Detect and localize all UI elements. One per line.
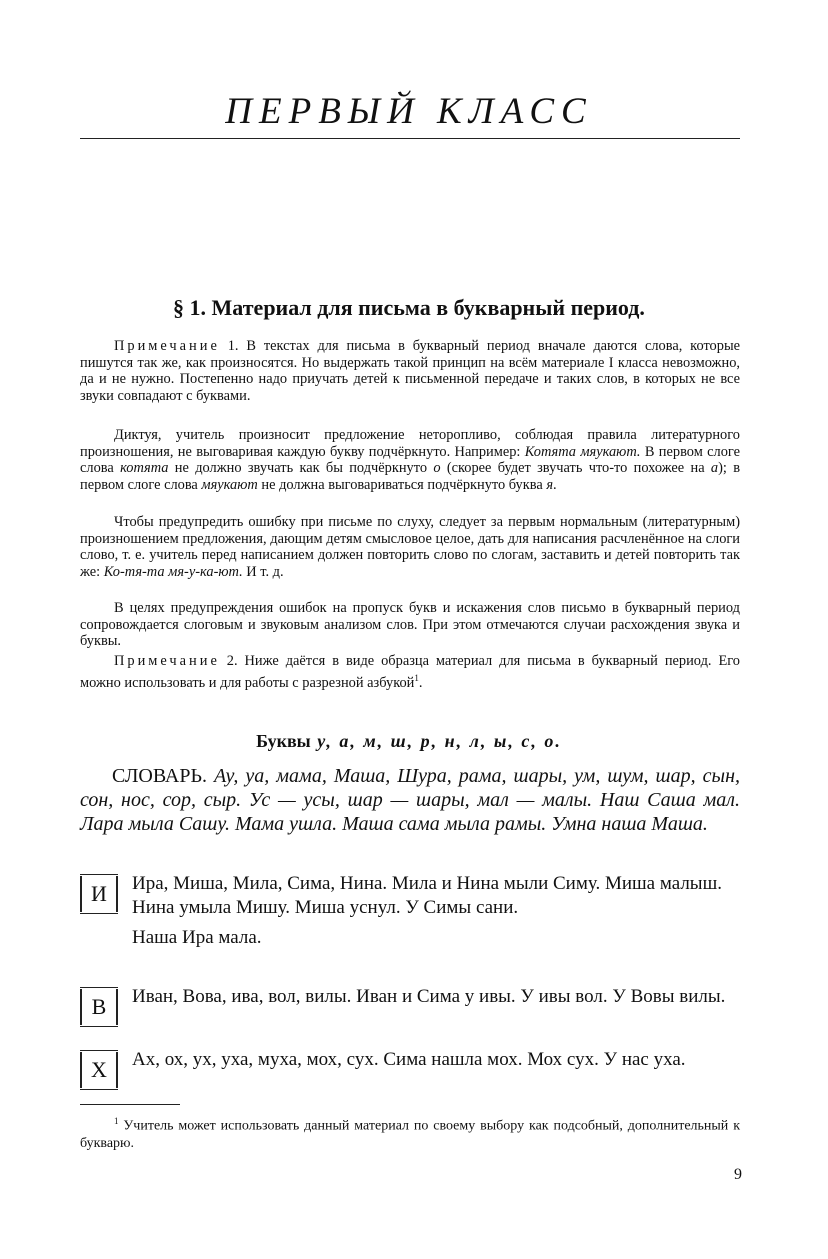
dictation-text: не должно звучать как бы подчёркнуто [168,460,434,477]
dictation-letter: а [710,460,719,477]
dictation-text: В первом слоге слова [80,443,741,477]
title-divider [80,138,740,139]
note-1-label: Примечание [114,338,220,354]
page-number: 9 [734,1166,742,1183]
dictation-text: . [553,476,557,493]
letter-block-sentences: Ира, Миша, Мила, Сима, Нина. Мила и Нина мыли Симу. Миша малыш. Нина умыла Мишу. Миша уснул. У Симы сани. [132,873,722,918]
letters-heading [80,731,738,752]
dictation-letter: о [433,460,441,477]
syllables-text: Чтобы предупредить ошибку при письме по слуху, следует за первым нормальным (литературным) произношением предложения, дающим детям смысловое целое, дать для написания расчленённое на слоги слово, т. е. учитель перед написанием должен повторить слово по слогам, заставить и детей повторить так же: [80,514,740,580]
footnote-text: Учитель может использовать данный материал по своему выбору как подсобный, дополнительный к букварю. [80,1118,740,1151]
note-2-text: 2. Ниже даётся в виде образца материал для письма в букварный период. Его можно использовать и для работы с разрезной азбукой [80,653,740,691]
note-2-paragraph [80,653,740,691]
dictation-word: мяукают [201,476,258,493]
letter-block-text [132,872,740,950]
dictation-letter: я [546,476,554,493]
syllables-paragraph [80,514,740,580]
letter-block-text: Иван, Вова, ива, вол, вилы. Иван и Сима у ивы. У ивы вол. У Вовы вилы. [132,986,726,1007]
dictation-word: котята [120,460,169,477]
note-2-label: Примечание [114,653,220,669]
dictation-text: (скорее будет звучать что-то похожее на [440,460,711,477]
note-1-paragraph [80,338,740,404]
dictation-text: ); в первом слоге слова [80,460,741,493]
dictionary-words: Ау, уа, мама, Маша, Шура, рама, шары, ум, шум, шар, сын, сон, нос, сор, сыр. Ус — усы, шар — шары, мал — малы. Наш Саша мал. Лара мыла Сашу. Мама ушла. Маша сама мыла рамы. Умна наша Маша. [80,765,740,835]
dictation-example: Котята мяукают. [524,443,641,460]
letters-heading-label: Буквы [256,731,311,751]
letter-block-v [80,985,740,1035]
letter-block-i [80,872,740,968]
section-heading: § 1. Материал для письма в букварный период. [173,295,645,320]
dictionary-paragraph [80,764,740,836]
note-2-end: . [418,674,423,691]
letters-heading-letters: у, а, м, ш, р, н, л, ы, с, о. [310,731,562,751]
syllables-example: Ко-тя-та мя-у-ка-ют. [103,563,243,580]
footnote-reference[interactable]: 1 [414,672,419,683]
dictation-text: не должна выговариваться подчёркнуто буква [257,476,547,493]
footnote [80,1113,740,1152]
dictionary-label: СЛОВАРЬ. [112,765,207,787]
footnote-mark: 1 [114,1116,119,1126]
letter-block-text: Ах, ох, ух, уха, муха, мох, сух. Сима нашла мох. Мох сух. У нас уха. [132,1049,686,1070]
letter-box: И [80,876,118,912]
analysis-paragraph: В целях предупреждения ошибок на пропуск букв и искажения слов письмо в букварный период сопровождается слоговым и звуковым анализом слов. При этом отмечаются случаи расхождения звука и буквы. [80,600,740,650]
syllables-text: И т. д. [242,563,284,580]
dictation-paragraph [80,427,740,493]
note-1-text: 1. В текстах для письма в букварный период вначале даются слова, которые пишутся так же, как произносятся. Но выдержать такой принцип на всём материале I класса невозможно, да и не нужно. Постепенно надо приучать детей к письменной передаче и таких слов, в которых не все звуки совпадают с буквами. [80,338,740,404]
dictation-text: Диктуя, учитель произносит предложение неторопливо, соблюдая правила литературного произношения, не выговаривая каждую букву подчёркнуто. Например: [80,427,740,460]
footnote-divider [80,1104,180,1105]
letter-box: Х [80,1052,118,1088]
letter-block-last-line: Наша Ира мала. [132,927,262,948]
letter-box: В [80,989,118,1025]
chapter-title: ПЕРВЫЙ КЛАСС [225,91,593,132]
letter-block-kh [80,1048,740,1098]
